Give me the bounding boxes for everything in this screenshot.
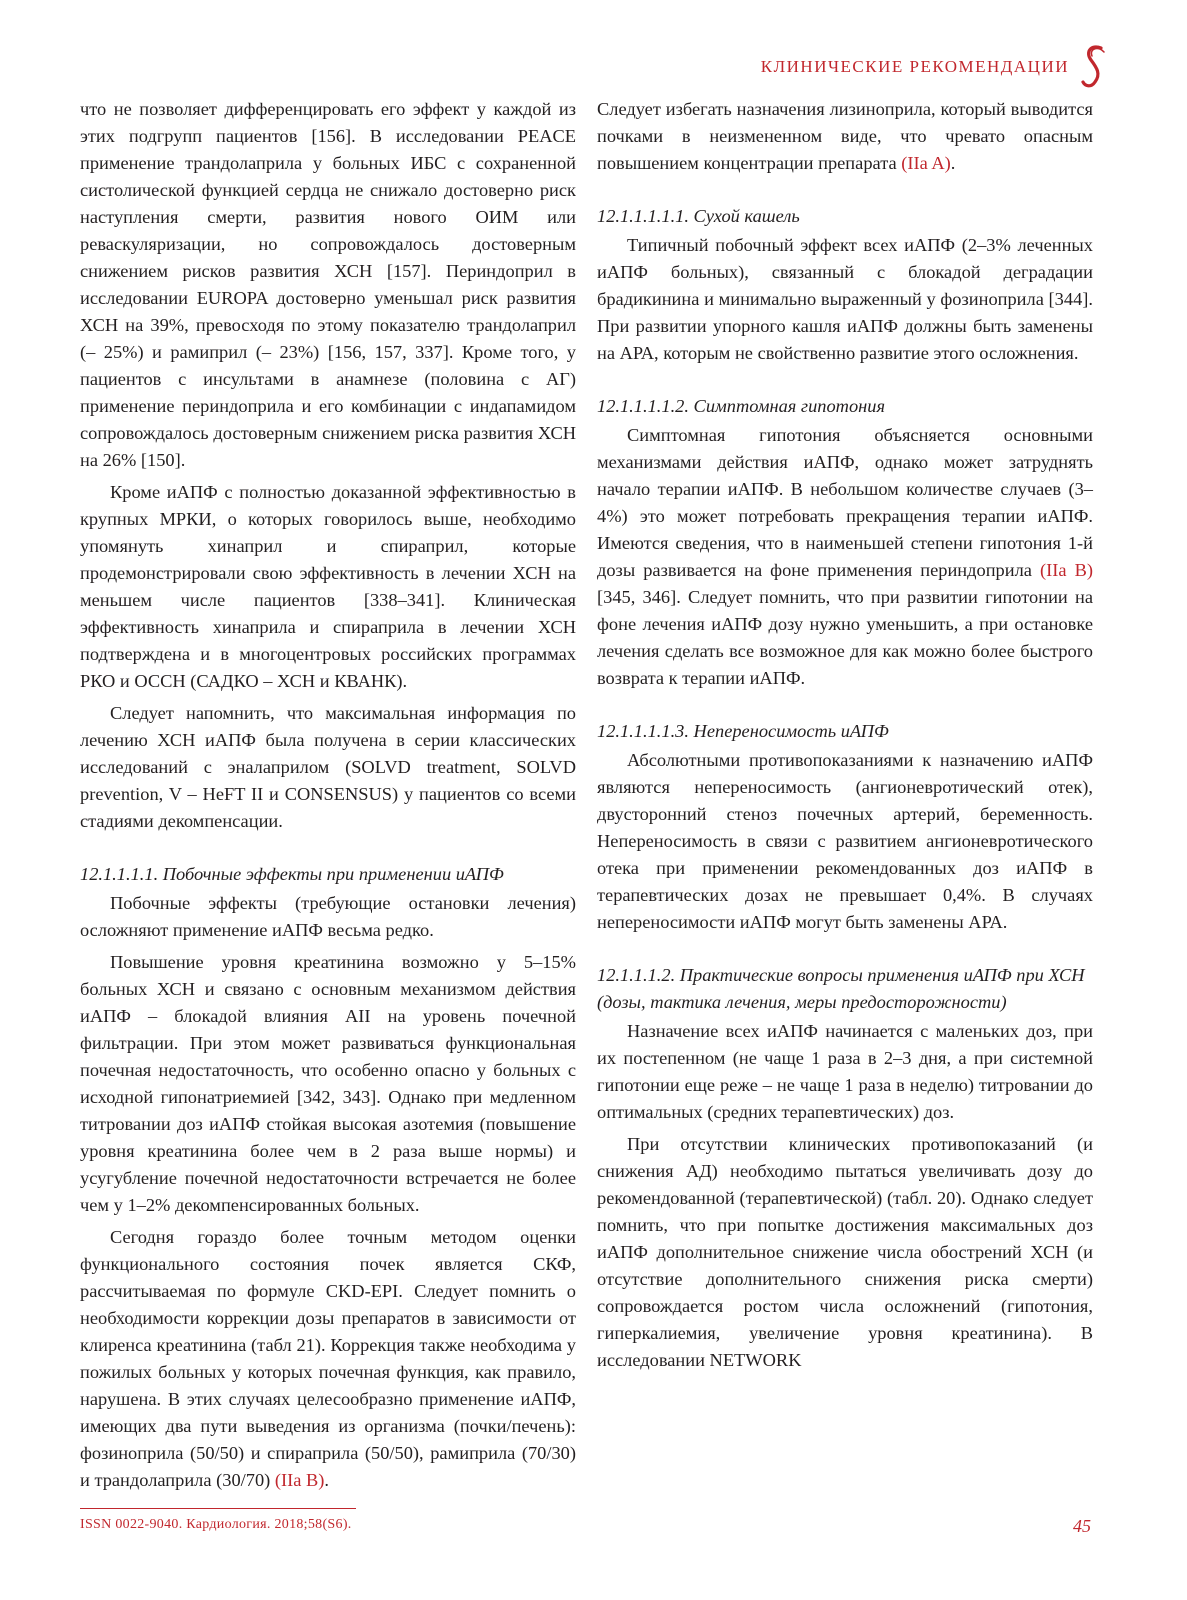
- paragraph: [597, 96, 1093, 177]
- paragraph: Кроме иАПФ с полностью доказанной эффективностью в крупных МРКИ, о которых говорилось выше, необходимо упомянуть хинаприл и спираприл, которые продемонстрировали свою эффективность в лечении ХСН на меньшем числе пациентов [338–341]. Клиническая эффективность хинаприла и спираприла в лечении ХСН подтверждена и в многоцентровых российских программах РКО и ОССН (САДКО – ХСН и КВАНК).: [80, 482, 576, 691]
- paragraph-text: Следует избегать назначения лизиноприла, который выводится почками в неизмененном виде, что чревато опасным повышением концентрации препарата: [597, 99, 1093, 173]
- section-heading: 12.1.1.1.2. Практические вопросы применения иАПФ при ХСН (дозы, тактика лечения, меры предосторожности): [597, 965, 1085, 1012]
- footer-divider: [80, 1508, 356, 1509]
- paragraph-text: [345, 346]. Следует помнить, что при развитии гипотонии на фоне лечения иАПФ дозу нужно уменьшить, а при остановке лечения сделать все возможное для как можно более быстрого возврата к терапии иАПФ.: [597, 587, 1093, 688]
- evidence-level-ref: (IIa A): [901, 153, 951, 173]
- evidence-level-ref: (IIa B): [274, 1470, 325, 1490]
- paragraph: Повышение уровня креатинина возможно у 5–15% больных ХСН и связано с основным механизмом действия иАПФ – блокадой влияния AII на уровень почечной фильтрации. При этом может развиваться функциональная почечная недостаточность, что особенно опасно у больных с исходной гипонатриемией [342, 343]. Однако при медленном титровании доз иАПФ стойкая высокая азотемия (повышение уровня креатинина более чем в 2 раза выше нормы) и усугубление почечной недостаточности встречается не более чем у 1–2% декомпенсированных больных.: [80, 952, 576, 1215]
- section-heading: 12.1.1.1.1.1. Сухой кашель: [597, 206, 800, 226]
- section-title: КЛИНИЧЕСКИЕ РЕКОМЕНДАЦИИ: [760, 57, 1069, 76]
- left-column: [80, 96, 576, 1499]
- paragraph: Типичный побочный эффект всех иАПФ (2–3% леченных иАПФ больных), связанный с блокадой деградации брадикинина и минимально выраженный у фозиноприла [344]. При развитии упорного кашля иАПФ должны быть заменены на АРА, которым не свойственно развитие этого осложнения.: [597, 235, 1093, 363]
- paragraph: Назначение всех иАПФ начинается с маленьких доз, при их постепенном (не чаще 1 раза в 2–3 дня, а при системной гипотонии еще реже – не чаще 1 раза в неделю) титровании до оптимальных (средних терапевтических) доз.: [597, 1021, 1093, 1122]
- right-column: [597, 96, 1093, 1379]
- section-heading: 12.1.1.1.1.3. Непереносимость иАПФ: [597, 721, 889, 741]
- section-heading: 12.1.1.1.1. Побочные эффекты при применении иАПФ: [80, 864, 504, 884]
- paragraph: [80, 1224, 576, 1494]
- paragraph: Следует напомнить, что максимальная информация по лечению ХСН иАПФ была получена в серии классических исследований с эналаприлом (SOLVD treatment, SOLVD prevention, V – HeFT II и CONSENSUS) у пациентов со всеми стадиями декомпенсации.: [80, 703, 576, 831]
- journal-s-logo-icon: [1079, 44, 1109, 90]
- paragraph: При отсутствии клинических противопоказаний (и снижения АД) необходимо пытаться увеличивать дозу до рекомендованной (терапевтической) (табл. 20). Однако следует помнить, что при попытке достижения максимальных доз иАПФ дополнительное снижение числа обострений ХСН (и отсутствие дополнительного снижения риска смерти) сопровождается ростом числа осложнений (гипотония, гиперкалиемия, увеличение уровня креатинина). В исследовании NETWORK: [597, 1134, 1093, 1370]
- paragraph-end: .: [950, 153, 956, 173]
- evidence-level-ref: (IIa B): [1040, 560, 1093, 580]
- paragraph-text: Сегодня гораздо более точным методом оценки функционального состояния почек является СКФ, рассчитываемая по формуле CKD-EPI. Следует помнить о необходимости коррекции дозы препаратов в зависимости от клиренса креатинина (табл 21). Коррекция также необходима у пожилых больных у которых почечная функция, как правило, нарушена. В этих случаях целесообразно применение иАПФ, имеющих два пути выведения из организма (почки/печень): фозиноприла (50/50) и спираприла (50/50), рамиприла (70/30) и трандолаприла (30/70): [80, 1227, 576, 1490]
- paragraph: [597, 422, 1093, 692]
- journal-citation: ISSN 0022-9040. Кардиология. 2018;58(S6).: [80, 1517, 352, 1532]
- paragraph-text: Симптомная гипотония объясняется основными механизмами действия иАПФ, однако может затруднять начало терапии иАПФ. В небольшом количестве случаев (3–4%) это может потребовать прекращения терапии иАПФ. Имеются сведения, что в наименьшей степени гипотония 1-й дозы развивается на фоне применения периндоприла: [597, 425, 1093, 580]
- section-heading: 12.1.1.1.1.2. Симптомная гипотония: [597, 396, 886, 416]
- page-header: [761, 44, 1109, 90]
- paragraph: Абсолютными противопоказаниями к назначению иАПФ являются непереносимость (ангионевротический отек), двусторонний стеноз почечных артерий, беременность. Непереносимость в связи с развитием ангионевротического отека при применении рекомендованных доз иАПФ в терапевтических дозах не превышает 0,4%. В случаях непереносимости иАПФ могут быть заменены АРА.: [597, 750, 1093, 932]
- paragraph: Побочные эффекты (требующие остановки лечения) осложняют применение иАПФ весьма редко.: [80, 893, 576, 940]
- page-number: 45: [1073, 1516, 1091, 1536]
- paragraph-end: .: [324, 1470, 330, 1490]
- paragraph: что не позволяет дифференцировать его эффект у каждой из этих подгрупп пациентов [156]. В исследовании PEACE применение трандолаприла у больных ИБС с сохраненной систолической функцией сердца не снижало достоверно риск наступления смерти, развития нового ОИМ или реваскуляризации, но сопровождалось достоверным снижением рисков развития ХСН [157]. Периндоприл в исследовании EUROPA достоверно уменьшал риск развития ХСН на 39%, превосходя по этому показателю трандолаприл (– 25%) и рамиприл (– 23%) [156, 157, 337]. Кроме того, у пациентов с инсультами в анамнезе (половина с АГ) применение периндоприла и его комбинации с индапамидом сопровождалось достоверным снижением риска развития ХСН на 26% [150].: [80, 99, 576, 470]
